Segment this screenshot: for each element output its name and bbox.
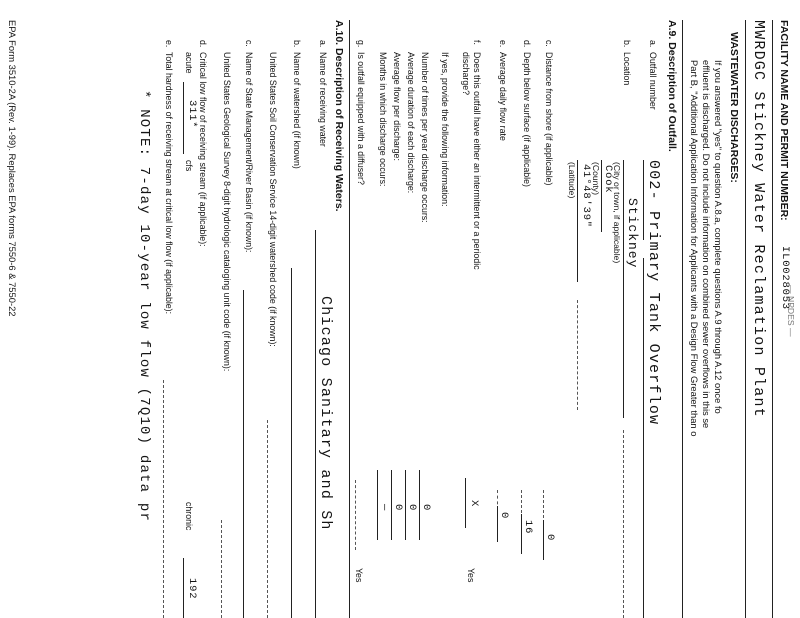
intro-line-3: Part B, "Additional Application Information for Applicants with a Design Flow Greater than o [689,60,700,437]
a9f-times: Number of times per year discharge occurs: [420,52,430,223]
a10a-rule [315,230,316,618]
a10b-rule [291,268,292,618]
a9c-value: 0 [544,534,556,542]
a9a-rule [643,160,644,240]
a10b-text: Name of watershed (if known) [292,52,302,169]
a9f-text-2: discharge? [461,52,471,96]
a10c-text: Name of State Management/River Basin (if known): [244,52,254,253]
a9b-county-rule [601,160,602,232]
a9g-text: Is outfall equipped with a diffuser? [356,52,366,185]
facility-name: MWRDGC Stickney Water Reclamation Plant [750,20,767,418]
header-rule-1 [772,20,773,618]
a9e-label: e. [498,40,508,48]
a10c-sub-rule [221,520,222,618]
a10d-chronic-value: 192 [186,578,198,600]
form-footer: EPA Form 3510-2A (Rev. 1-99). Replaces EPA forms 7550-6 & 7550-22 [7,20,18,317]
a9f-yes-mark: X [468,500,480,508]
a9f-text-1: Does this outfall have either an intermittent or a periodic [472,52,482,270]
a9b-city-rule [623,160,624,418]
a9b-long-rule [577,300,578,410]
a10a-text: Name of receiving water [318,52,328,147]
a10d-acute: acute [184,52,194,74]
a9c-rule-lead [543,490,544,518]
a9-title: A.9. Description of Outfall. [666,20,678,152]
a9b-text: Location [622,52,632,86]
header-rule-2 [745,20,746,618]
a9f-times-value: 0 [420,504,432,512]
a10-rule [349,20,350,618]
a9f-flow-rule [391,470,392,540]
a9g-rule [355,480,356,550]
a9f-flow-value: 0 [392,504,404,512]
a9a-label: a. [648,40,658,48]
a9a-text: Outfall number [648,52,658,110]
intro-line-1: If you answered "yes" to question A.8.a, complete questions A.9 through A.12 once fo [713,60,724,414]
a10d-acute-value: 311* [186,100,198,129]
a9f-label: f. [472,40,482,45]
a10a-value: Chicago Sanitary and Sh [317,296,334,531]
a9f-duration-value: 0 [406,504,418,512]
a9g-yes-label: Yes [354,568,364,583]
a9b-lat-rule [577,160,578,282]
a9b-city: Stickney [625,198,640,269]
intro-line-2: effluent is discharged. Do not include information on combined sewer overflows in this se [701,60,712,429]
a9f-months: Months in which discharge occurs: [378,52,388,187]
a10c-sub: United States Geological Survey 8-digit hydrologic cataloging unit code (if known): [222,52,232,372]
a10e-rule [163,380,164,618]
a10e-label: e. [164,40,174,48]
a10-note: * NOTE: 7-day 10-year low flow (7Q10) data pr [136,90,152,523]
a10d-cfs: cfs [184,160,194,172]
a9b-county: Cook [602,165,614,194]
a9f-duration-rule [405,470,406,540]
a9e-rule [497,506,498,542]
a9b-county-caption: (County) [591,162,601,195]
a9b-lat-caption: (Latitude) [567,162,577,199]
a9c-rule [543,520,544,560]
a9g-label: g. [356,40,366,48]
a9f-months-value: — [378,504,390,512]
a10d-text: Critical low flow of receiving stream (if applicable): [198,52,208,247]
a9f-times-rule [419,470,420,540]
a10-title: A.10. Description of Receiving Waters. [333,20,345,212]
facility-label: FACILITY NAME AND PERMIT NUMBER: [778,20,790,221]
a9f-flow: Average flow per discharge: [392,52,402,161]
a10c-label: c. [244,40,254,47]
a9d-text: Depth below surface (if applicable) [522,52,532,187]
section-title: WASTEWATER DISCHARGES: [728,32,740,183]
a9c-label: c. [544,40,554,47]
a9b-zip-rule [623,430,624,618]
a10d-acute-rule [183,82,184,154]
a9a-value: 002- Primary Tank Overflow [645,160,662,426]
a10d-chronic-rule [183,558,184,618]
a10b-sub-rule [267,420,268,618]
permit-number: IL0028053 [779,246,791,310]
a9f-months-rule [377,470,378,540]
a9e-value: 0 [498,512,510,520]
a9d-value: 16 [522,520,534,535]
a9f-duration: Average duration of each discharge: [406,52,416,194]
a10c-rule [243,290,244,618]
a10d-label: d. [198,40,208,48]
a9d-label: d. [522,40,532,48]
a9f-yes-label: Yes [466,568,476,583]
a9f-ifyes: If yes, provide the following information: [440,52,450,207]
a9c-text: Distance from shore (if applicable) [544,52,554,186]
section-rule [682,20,683,618]
a9d-rule [521,514,522,554]
a9e-text: Average daily flow rate [498,52,508,141]
a9b-city-caption: (City or town, if applicable) [612,162,622,264]
a10b-sub: United States Soil Conservation Service 14-digit watershed code (if known): [268,52,278,347]
page-marker: — NPDES — [786,285,796,337]
a9b-label: b. [622,40,632,48]
a9b-lat: 41°48'39" [580,164,592,228]
a10e-text: Total hardness of receiving stream at critical low flow (if applicable): [164,52,174,315]
a9f-yes-rule [465,478,466,528]
a10a-label: a. [318,40,328,48]
a10d-chronic: chronic [184,502,194,531]
a9a-rule-2 [643,258,644,618]
a10b-label: b. [292,40,302,48]
